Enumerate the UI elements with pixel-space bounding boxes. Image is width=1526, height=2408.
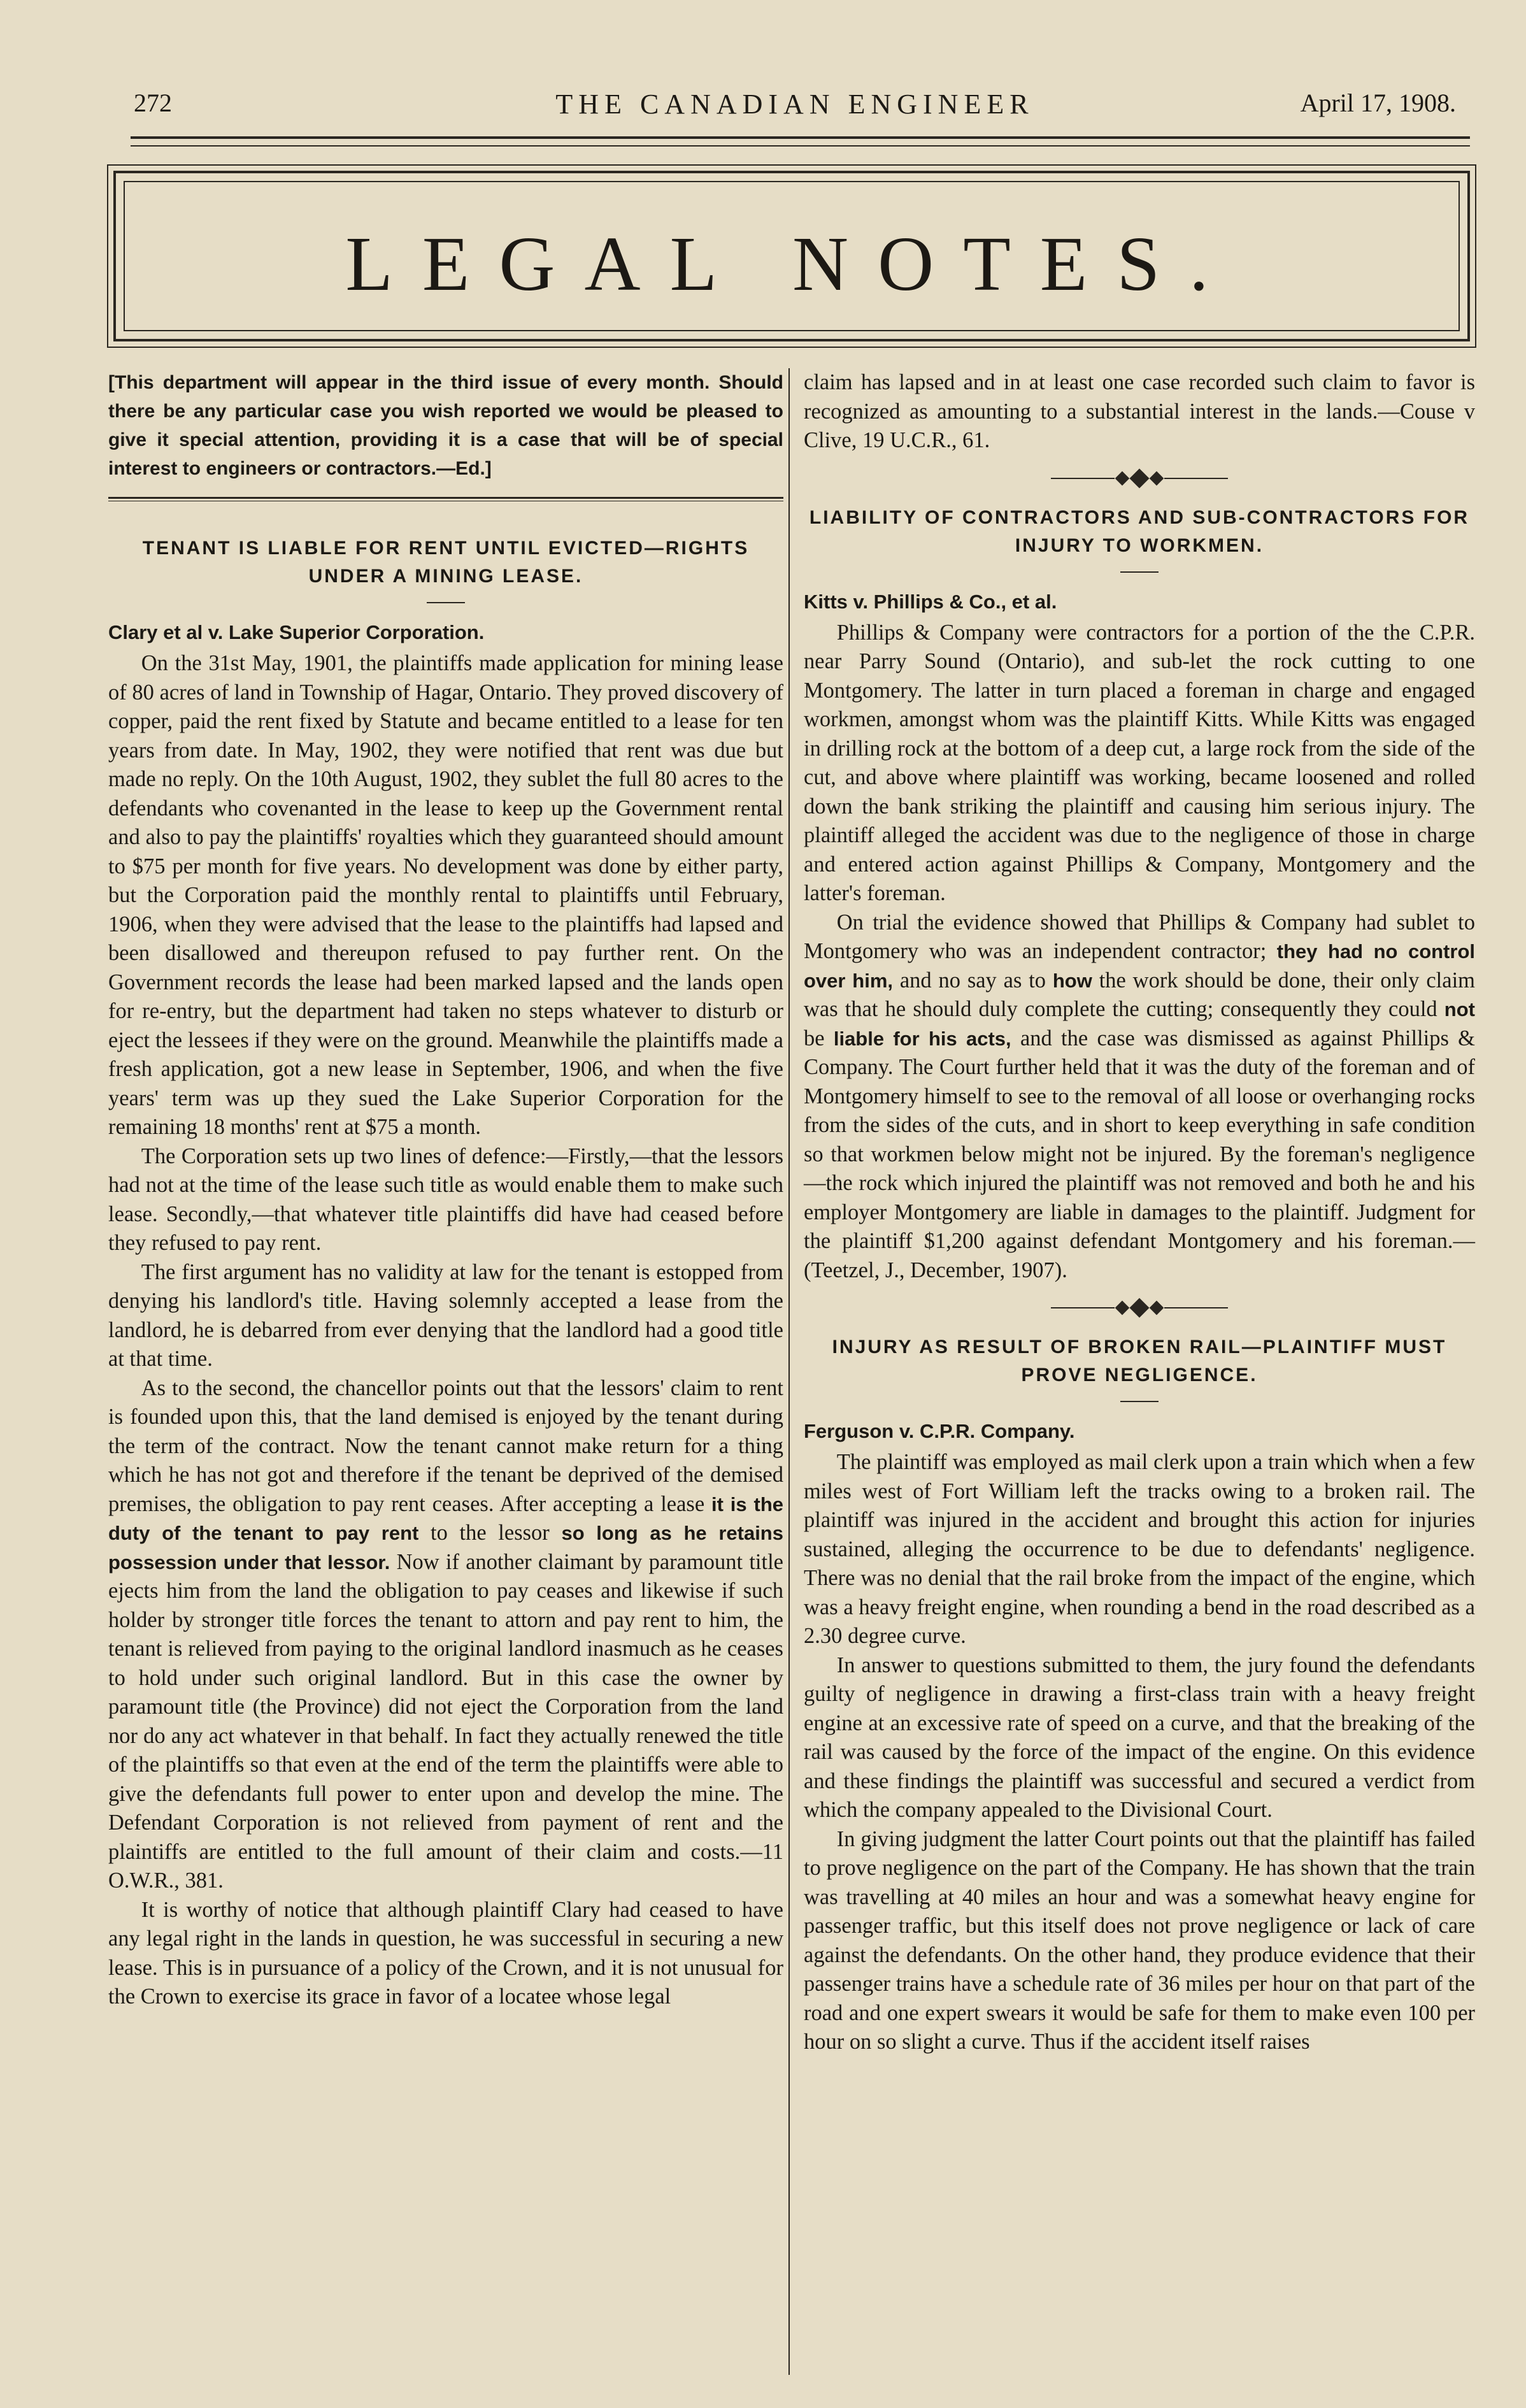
- paragraph: In answer to questions submitted to them, the jury found the defendants guilty of negligence in drawing a first-class train with a heavy freight engine at an excessive rate of speed on a curve, and that the breaking of the rail was caused by the force of the impact of the engine. On this evidence and these findings the plaintiff was successful and secured a verdict from which the company appealed to the Divisional Court.: [804, 1652, 1475, 1822]
- bold-run: they had no control over him,: [804, 940, 1475, 992]
- ornament-line: [1164, 1307, 1228, 1308]
- ornament-divider: [804, 1301, 1475, 1314]
- bold-run: not: [1444, 998, 1475, 1021]
- bold-run: it is the duty of the tenant to pay rent: [108, 1493, 784, 1544]
- ornament-diamond: [1129, 468, 1149, 488]
- page-number: 272: [134, 89, 172, 117]
- case-title: Kitts v. Phillips & Co., et al.: [804, 590, 1057, 613]
- paragraph: In giving judgment the latter Court points out that the plaintiff has failed to prove negligence on the part of the Company. He has shown that the train was travelling at 40 miles an hour and was a somewhat heavy engine for passenger traffic, but this itself does not prove negligence or lack of care against the defendants. On the other hand, they produce evidence that their passenger trains have a schedule rate of 36 miles per hour on that part of the road and one expert swears it would be safe for them to make even 100 per hour on so slight a curve. Thus if the accident itself raises: [804, 1826, 1475, 2054]
- ornament-line: [1051, 1307, 1115, 1308]
- editor-note: [This department will appear in the third issue of every month. Should there be any particular case you wish reported we would be pleased to give it special attention, providing it is a case that will be of special interest to engineers or contractors.—Ed.]: [108, 372, 783, 479]
- text-run: and the case was dismissed as against Phillips & Company. The Court further held that it was the duty of the foreman and of Montgomery himself to see to the removal of all loose or overhanging rocks from the sides of the cuts, and in short to keep everything in safe condition so that workmen below might not be injured. By the foreman's negligence—the rock which injured the plaintiff was not removed and both he and his employer Montgomery are liable in damages to the plaintiff. Judgment for the plaintiff $1,200 against defendant Montgomery and his foreman.—(Teetzel, J., December, 1907).: [804, 1026, 1475, 1282]
- paragraph: [108, 1374, 783, 1896]
- text-run: be: [804, 1026, 834, 1050]
- journal-title: THE CANADIAN ENGINEER: [555, 89, 1034, 120]
- paragraph: The plaintiff was employed as mail clerk upon a train which when a few miles west of Fort William left the tracks owing to a broken rail. The plaintiff was injured in the accident and brought this action for injuries sustained, alleging the occurrence to be due to defendants' negligence. There was no denial that the rail broke from the impact of the engine, which was a heavy freight engine, when rounding a bend in the road described as a 2.30 degree curve.: [804, 1450, 1475, 1648]
- paragraph: On the 31st May, 1901, the plaintiffs made application for mining lease of 80 acres of land in Township of Hagar, Ontario. They proved discovery of copper, paid the rent fixed by Statute and became entitled to a lease for ten years from date. In May, 1902, they were notified that rent was due but made no reply. On the 10th August, 1902, they sublet the full 80 acres to the defendants who covenanted in the lease to keep up the Government rental and also to pay the plaintiffs' royalties which they guaranteed should amount to $75 per month for five years. No development was done by either party, but the Corporation paid the monthly rental to plaintiffs until February, 1906, when they were advised that the lease to the plaintiffs had lapsed and been disallowed and thereupon refused to pay further rent. On the Government records the lease had been marked lapsed and the lands open for re-entry, but the department had taken no steps whatever to disturb or eject the lessees if they were on the ground. Meanwhile the plaintiffs made a fresh application, got a new lease in September, 1906, and when the five years' term was up they sued the Lake Superior Corporation for the remaining 18 months' rent at $75 a month.: [108, 651, 783, 1139]
- text-run: On trial the evidence showed that Phillips & Company had sublet to Montgomery who was an independent contractor;: [804, 910, 1475, 963]
- paragraph: The Corporation sets up two lines of defence:—Firstly,—that the lessors had not at the time of the lease such title as would enable them to make such lease. Secondly,—that whatever title plaintiffs did have had ceased before they refused to pay rent.: [108, 1143, 783, 1255]
- paragraph: It is worthy of notice that although plaintiff Clary had ceased to have any legal right in the lands in question, he was successful in securing a new lease. This is in pursuance of a policy of the Crown, and it is not unusual for the Crown to exercise its grace in favor of a locatee whose legal: [108, 1897, 783, 2009]
- heading-dash: [1120, 1401, 1159, 1402]
- article-heading: LIABILITY OF CONTRACTORS AND SUB-CONTRACTORS FOR INJURY TO WORKMEN.: [809, 506, 1470, 556]
- issue-date: April 17, 1908.: [1300, 89, 1456, 117]
- note-rule: [108, 497, 783, 501]
- article-heading: INJURY AS RESULT OF BROKEN RAIL—PLAINTIFF MUST PROVE NEGLIGENCE.: [832, 1337, 1447, 1386]
- section-title: LEGAL NOTES.: [345, 221, 1238, 307]
- ornament-diamond: [1115, 1301, 1130, 1315]
- paragraph: The first argument has no validity at law for the tenant is estopped from denying his landlord's title. Having solemnly accepted a lease from the landlord, he is debarred from ever denying that the landlord had a good title at that time.: [108, 1259, 783, 1371]
- text-run: Now if another claimant by paramount title ejects him from the land the obligation to pay ceases and likewise if such holder by stronger title forces the tenant to attorn and pay rent to him, the tenant is relieved from paying to the original landlord inasmuch as he ceases to hold under such original landlord. But in this case the owner by paramount title (the Province) did not eject the Corporation from the land nor do any act whatever in that behalf. In fact they actually renewed the title of the plaintiffs so that even at the end of the term the plaintiffs were able to give the defendants full power to enter upon and develop the mine. The Defendant Corporation is not relieved from payment of rent and the plaintiffs are entitled to the full amount of their claim and costs.—11 O.W.R., 381.: [108, 1549, 783, 1893]
- bold-run: liable for his acts,: [833, 1027, 1011, 1050]
- article-heading: TENANT IS LIABLE FOR RENT UNTIL EVICTED—RIGHTS UNDER A MINING LEASE.: [142, 538, 750, 587]
- heading-dash: [427, 602, 465, 603]
- ornament-line: [1051, 478, 1115, 479]
- ornament-diamond: [1150, 1301, 1164, 1315]
- text-run: As to the second, the chancellor points out that the lessors' claim to rent is founded upon this, that the land demised is enjoyed by the tenant during the term of the contract. Now the tenant cannot make return for a thing which he has not got and therefore if the tenant be deprived of the demised premises, the obligation to pay rent ceases. After accepting a lease: [108, 1375, 783, 1516]
- left-column: [108, 368, 783, 2012]
- ornament-diamond: [1115, 471, 1130, 485]
- ornament-divider: [804, 472, 1475, 485]
- ornament-diamond: [1150, 471, 1164, 485]
- case-title: Clary et al v. Lake Superior Corporation.: [108, 621, 485, 643]
- bold-run: so long as he retains possession under that lessor.: [108, 1522, 783, 1573]
- bold-run: how: [1052, 969, 1092, 992]
- right-column: [804, 368, 1475, 2057]
- ornament-diamond: [1129, 1298, 1149, 1317]
- heading-dash: [1120, 571, 1159, 573]
- column-divider: [788, 368, 790, 2375]
- text-run: and no say as to: [893, 968, 1053, 993]
- text-run: the work should be done, their only claim was that he should duly complete the cutting; consequently they could: [804, 968, 1475, 1021]
- paragraph: Phillips & Company were contractors for a portion of the the C.P.R. near Parry Sound (Ontario), and sub-let the rock cutting to one Montgomery. The latter in turn placed a foreman in charge and engaged workmen, amongst whom was the plaintiff Kitts. While Kitts was engaged in drilling rock at the bottom of a deep cut, a large rock from the side of the cut, and above where plaintiff was working, became loosened and rolled down the bank striking the plaintiff and causing him serious injury. The plaintiff alleged the accident was due to the negligence of those in charge and entered action against Phillips & Company, Montgomery and the latter's foreman.: [804, 620, 1475, 905]
- paragraph: claim has lapsed and in at least one case recorded such claim to favor is recognized as amounting to a substantial interest in the lands.—Couse v Clive, 19 U.C.R., 61.: [804, 370, 1475, 452]
- section-banner: [113, 171, 1470, 341]
- text-run: to the lessor: [418, 1521, 562, 1545]
- paragraph: [804, 908, 1475, 1286]
- header-rule: [131, 136, 1470, 147]
- case-title: Ferguson v. C.P.R. Company.: [804, 1420, 1075, 1442]
- running-header: [134, 88, 1456, 126]
- ornament-line: [1164, 478, 1228, 479]
